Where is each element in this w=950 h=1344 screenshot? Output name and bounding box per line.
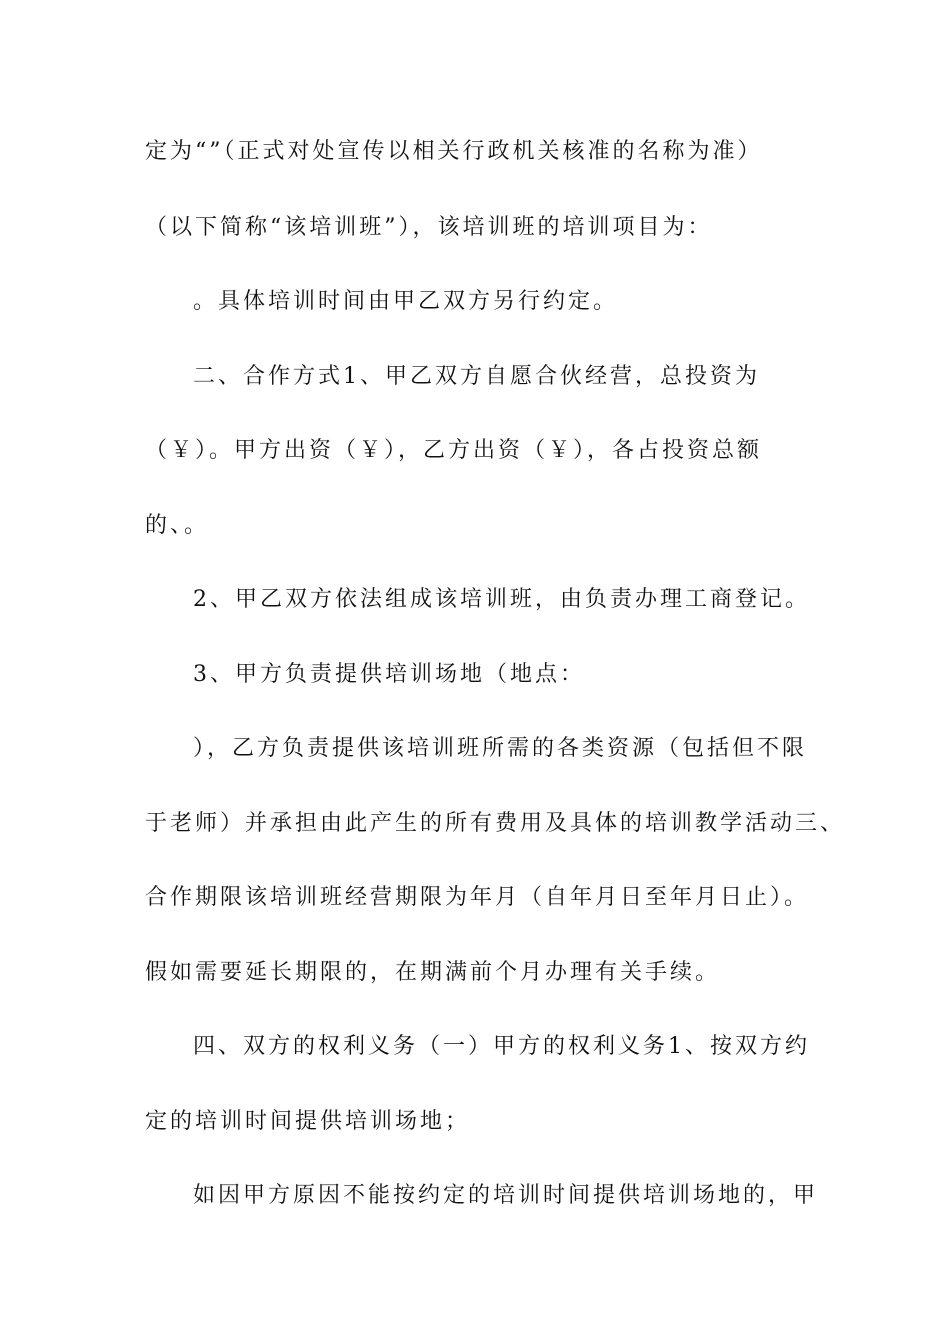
text-line-11: 合作期限该培训班经营期限为年月（自年月日至年月日止）。 <box>145 885 810 910</box>
text-line-1: 定为“”（正式对处宣传以相关行政机关核准的名称为准） <box>145 139 763 164</box>
text-line-4: 二、合作方式1、甲乙双方自愿合伙经营，总投资为 <box>193 364 760 389</box>
text-line-9: ），乙方负责提供该培训班所需的各类资源（包括但不限 <box>193 736 808 761</box>
text-line-6: 的、。 <box>145 513 210 538</box>
text-line-8: 3、甲方负责提供培训场地（地点： <box>193 662 585 687</box>
text-line-15: 如因甲方原因不能按约定的培训时间提供培训场地的，甲 <box>193 1183 819 1208</box>
text-line-5: （￥）。甲方出资（￥），乙方出资（￥），各占投资总额 <box>145 438 763 463</box>
text-line-14: 定的培训时间提供培训场地； <box>145 1109 471 1134</box>
text-line-13: 四、双方的权利义务（一）甲方的权利义务1、按双方约 <box>193 1034 810 1059</box>
text-line-3: 。具体培训时间由甲乙双方另行约定。 <box>193 289 619 314</box>
text-line-2: （以下简称“该培训班”），该培训班的培训项目为： <box>145 215 713 240</box>
text-line-12: 假如需要延长期限的，在期满前个月办理有关手续。 <box>145 960 721 985</box>
text-line-10: 于老师）并承担由此产生的所有费用及具体的培训教学活动三、 <box>145 811 846 836</box>
text-line-7: 2、甲乙双方依法组成该培训班，由负责办理工商登记。 <box>193 587 810 612</box>
